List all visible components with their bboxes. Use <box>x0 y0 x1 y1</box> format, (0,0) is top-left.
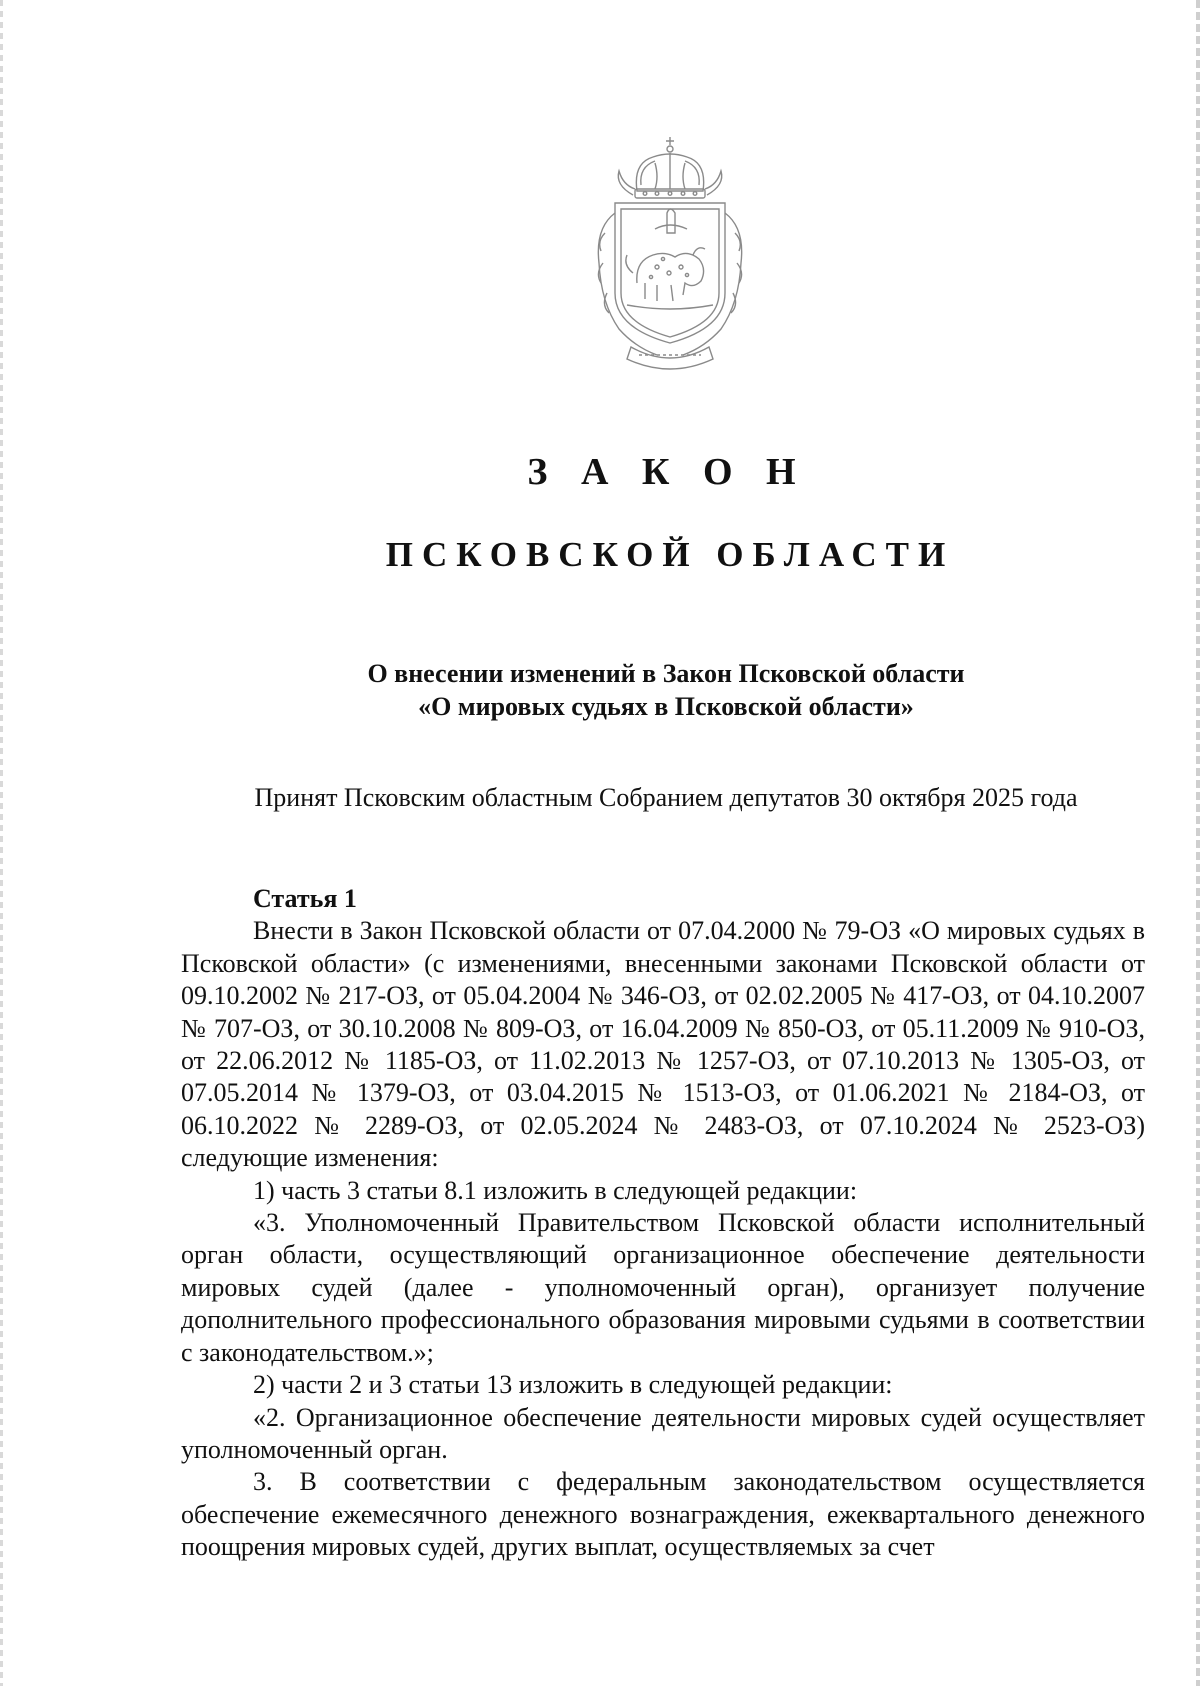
scan-edge-right <box>1196 0 1200 1686</box>
document-region: ПСКОВСКОЙ ОБЛАСТИ <box>385 535 955 574</box>
article-heading: Статья 1 <box>253 884 357 913</box>
article-paragraph: 3. В соответствии с федеральным законодательством осуществляется обеспечение ежемесячного денежного вознаграждения, ежеквартального денежного поощрения мировых судей, других выплат, осуществляемых за счет <box>181 1467 1145 1562</box>
article-body <box>181 883 1145 1564</box>
article-paragraph: «2. Организационное обеспечение деятельности мировых судей осуществляет уполномоченный орган. <box>181 1402 1145 1464</box>
scan-edge-left <box>0 0 3 1686</box>
document-title: З А К О Н <box>527 451 808 493</box>
article-paragraph: Внести в Закон Псковской области от 07.04.2000 № 79-ОЗ «О мировых судьях в Псковской области» (с изменениями, внесенными законами Псковской области от 09.10.2002 № 217-ОЗ, от 05.04.2004 № 346-ОЗ, от 02.02.2005 № 417-ОЗ, от 04.10.2007 № 707-ОЗ, от 30.10.2008 № 809-ОЗ, от 16.04.2009 № 850-ОЗ, от 05.11.2009 № 910-ОЗ, от 22.06.2012 № 1185-ОЗ, от 11.02.2013 № 1257-ОЗ, от 07.10.2013 № 1305-ОЗ, от 07.05.2014 № 1379-ОЗ, от 03.04.2015 № 1513-ОЗ, от 01.06.2021 № 2184-ОЗ, от 06.10.2022 № 2289-ОЗ, от 02.05.2024 № 2483-ОЗ, от 07.10.2024 № 2523-ОЗ) следующие изменения: <box>181 916 1145 1173</box>
article-paragraph: «3. Уполномоченный Правительством Псковской области исполнительный орган области, осуществляющий организационное обеспечение деятельности мировых судей (далее - уполномоченный орган), организует получение дополнительного профессионального образования мировыми судьями в соответствии с законодательством.»; <box>181 1208 1145 1367</box>
article-paragraph: 2) части 2 и 3 статьи 13 изложить в следующей редакции: <box>253 1370 893 1400</box>
law-name-line-2: «О мировых судьях в Псковской области» <box>418 692 914 721</box>
law-name-line-1: О внесении изменений в Закон Псковской области <box>367 659 965 688</box>
adoption-statement: Принят Псковским областным Собранием депутатов 30 октября 2025 года <box>254 783 1078 812</box>
law-name <box>0 657 1200 723</box>
article-paragraph: 1) часть 3 статьи 8.1 изложить в следующей редакции: <box>253 1175 858 1205</box>
coat-of-arms-icon <box>575 133 765 378</box>
